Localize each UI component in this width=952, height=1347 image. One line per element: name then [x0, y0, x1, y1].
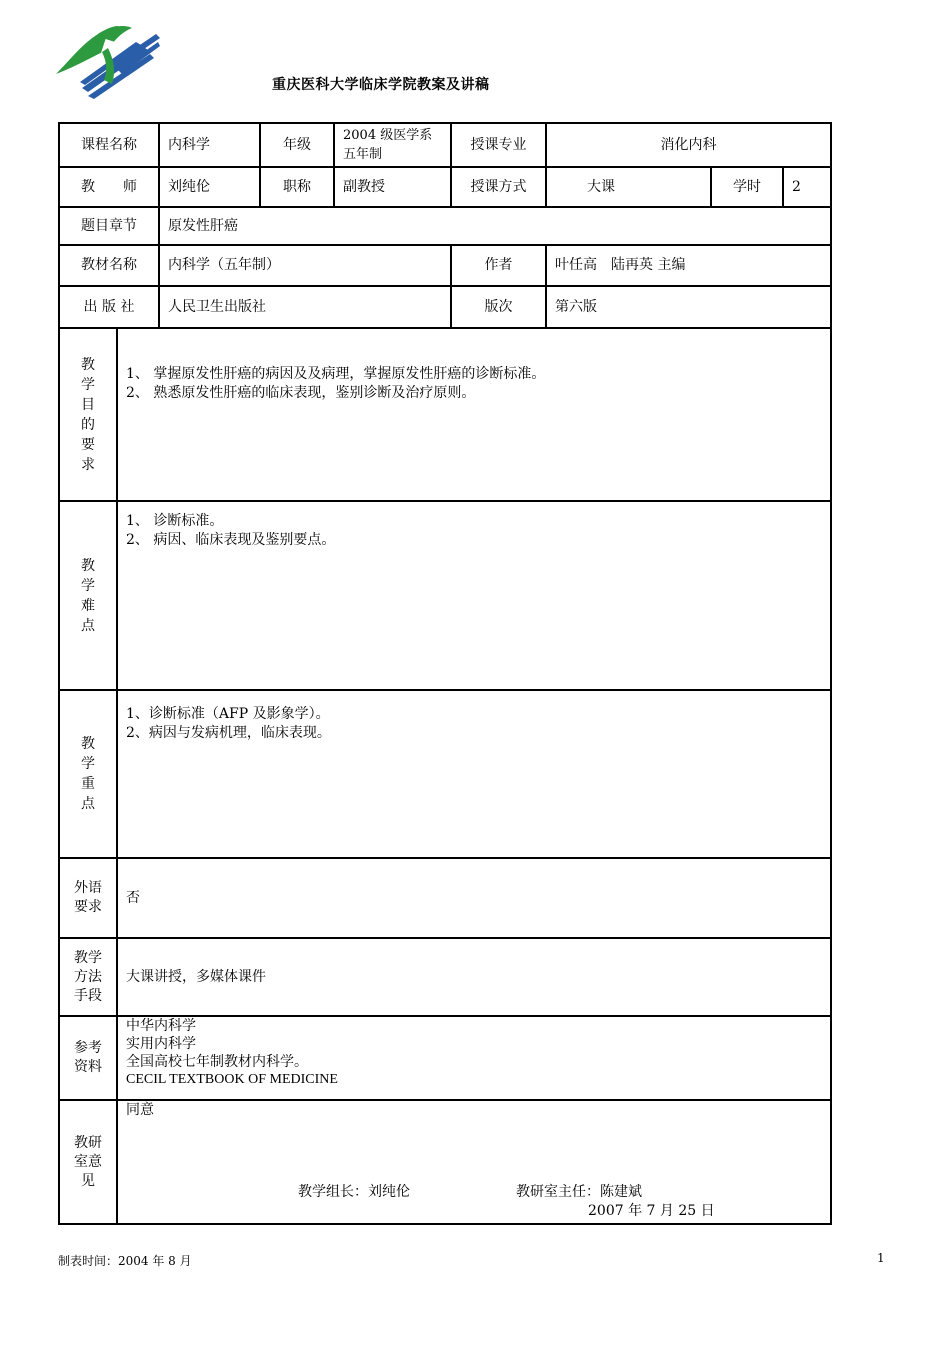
department-opinion-content — [117, 1100, 831, 1224]
opinion-date: 2007 年 7 月 25 日 — [588, 1203, 715, 1219]
textbook-label: 教材名称 — [59, 245, 159, 286]
reference-item: 中华内科学 — [126, 1018, 196, 1034]
difficulties-content — [117, 501, 831, 690]
author-label: 作者 — [451, 245, 546, 286]
title-value: 副教授 — [334, 167, 451, 207]
objectives-label: 教学目的要求 — [80, 356, 95, 473]
director-signature: 教研室主任：陈建斌 — [516, 1184, 642, 1200]
department-opinion-label: 教研室意见 — [73, 1134, 102, 1189]
publisher-value: 人民卫生出版社 — [159, 286, 451, 328]
references-content — [117, 1016, 831, 1100]
teacher-value: 刘纯伦 — [159, 167, 260, 207]
key-point-item: 1、诊断标准（AFP 及影象学）。 — [126, 706, 330, 722]
difficulties-label: 教学难点 — [80, 557, 95, 634]
objectives-content — [117, 328, 831, 501]
key-points-label: 教学重点 — [80, 736, 95, 812]
grade-label: 年级 — [260, 123, 334, 167]
difficulty-item: 1、 诊断标准。 — [126, 513, 224, 529]
edition-label: 版次 — [451, 286, 546, 328]
row-references — [59, 1016, 831, 1100]
key-points-label-cell — [59, 690, 117, 858]
topic-value: 原发性肝癌 — [159, 207, 831, 245]
key-point-item: 2、病因与发病机理，临床表现。 — [126, 725, 331, 741]
teaching-mode-value: 大课 — [546, 167, 711, 207]
document-title: 重庆医科大学临床学院教案及讲稿 — [272, 77, 490, 93]
course-name-value: 内科学 — [159, 123, 260, 167]
row-textbook — [59, 245, 831, 286]
lesson-plan-table — [58, 122, 832, 1225]
methods-value: 大课讲授，多媒体课件 — [117, 938, 831, 1016]
hospital-logo-icon — [52, 20, 164, 100]
row-foreign-language — [59, 858, 831, 938]
title-label: 职称 — [260, 167, 334, 207]
objective-item: 1、 掌握原发性肝癌的病因及及病理，掌握原发性肝癌的诊断标准。 — [126, 366, 546, 382]
foreign-language-label-cell — [59, 858, 117, 938]
teaching-mode-label: 授课方式 — [451, 167, 546, 207]
objectives-label-cell — [59, 328, 117, 501]
row-key-points — [59, 690, 831, 858]
author-value: 叶任高 陆再英 主编 — [546, 245, 831, 286]
difficulty-item: 2、 病因、临床表现及鉴别要点。 — [126, 532, 336, 548]
group-leader-signature: 教学组长：刘纯伦 — [298, 1184, 410, 1200]
row-course — [59, 123, 831, 167]
major-value: 消化内科 — [546, 123, 831, 167]
row-difficulties — [59, 501, 831, 690]
row-topic — [59, 207, 831, 245]
foreign-language-label: 外语要求 — [73, 880, 102, 915]
reference-item: CECIL TEXTBOOK OF MEDICINE — [126, 1072, 338, 1087]
row-publisher — [59, 286, 831, 328]
methods-label-cell — [59, 938, 117, 1016]
hours-value: 2 — [783, 167, 831, 207]
row-department-opinion — [59, 1100, 831, 1224]
reference-item: 全国高校七年制教材内科学。 — [126, 1054, 308, 1070]
foreign-language-value: 否 — [117, 858, 831, 938]
row-teacher — [59, 167, 831, 207]
reference-item: 实用内科学 — [126, 1036, 196, 1052]
teacher-label: 教 师 — [59, 167, 159, 207]
difficulties-label-cell — [59, 501, 117, 690]
opinion-value: 同意 — [126, 1102, 154, 1118]
textbook-value: 内科学（五年制） — [159, 245, 451, 286]
methods-label: 教学方法手段 — [73, 949, 102, 1004]
edition-value: 第六版 — [546, 286, 831, 328]
table-made-time: 制表时间：2004 年 8 月 — [58, 1254, 192, 1268]
references-label-cell — [59, 1016, 117, 1100]
references-label: 参考资料 — [73, 1040, 102, 1075]
row-objectives — [59, 328, 831, 501]
key-points-content — [117, 690, 831, 858]
major-label: 授课专业 — [451, 123, 546, 167]
grade-value: 2004 级医学系五年制 — [334, 123, 451, 167]
objective-item: 2、 熟悉原发性肝癌的临床表现，鉴别诊断及治疗原则。 — [126, 385, 476, 401]
row-methods — [59, 938, 831, 1016]
publisher-label: 出 版 社 — [59, 286, 159, 328]
hours-label: 学时 — [711, 167, 783, 207]
topic-label: 题目章节 — [59, 207, 159, 245]
department-opinion-label-cell — [59, 1100, 117, 1224]
page-number: 1 — [877, 1251, 885, 1265]
course-name-label: 课程名称 — [59, 123, 159, 167]
